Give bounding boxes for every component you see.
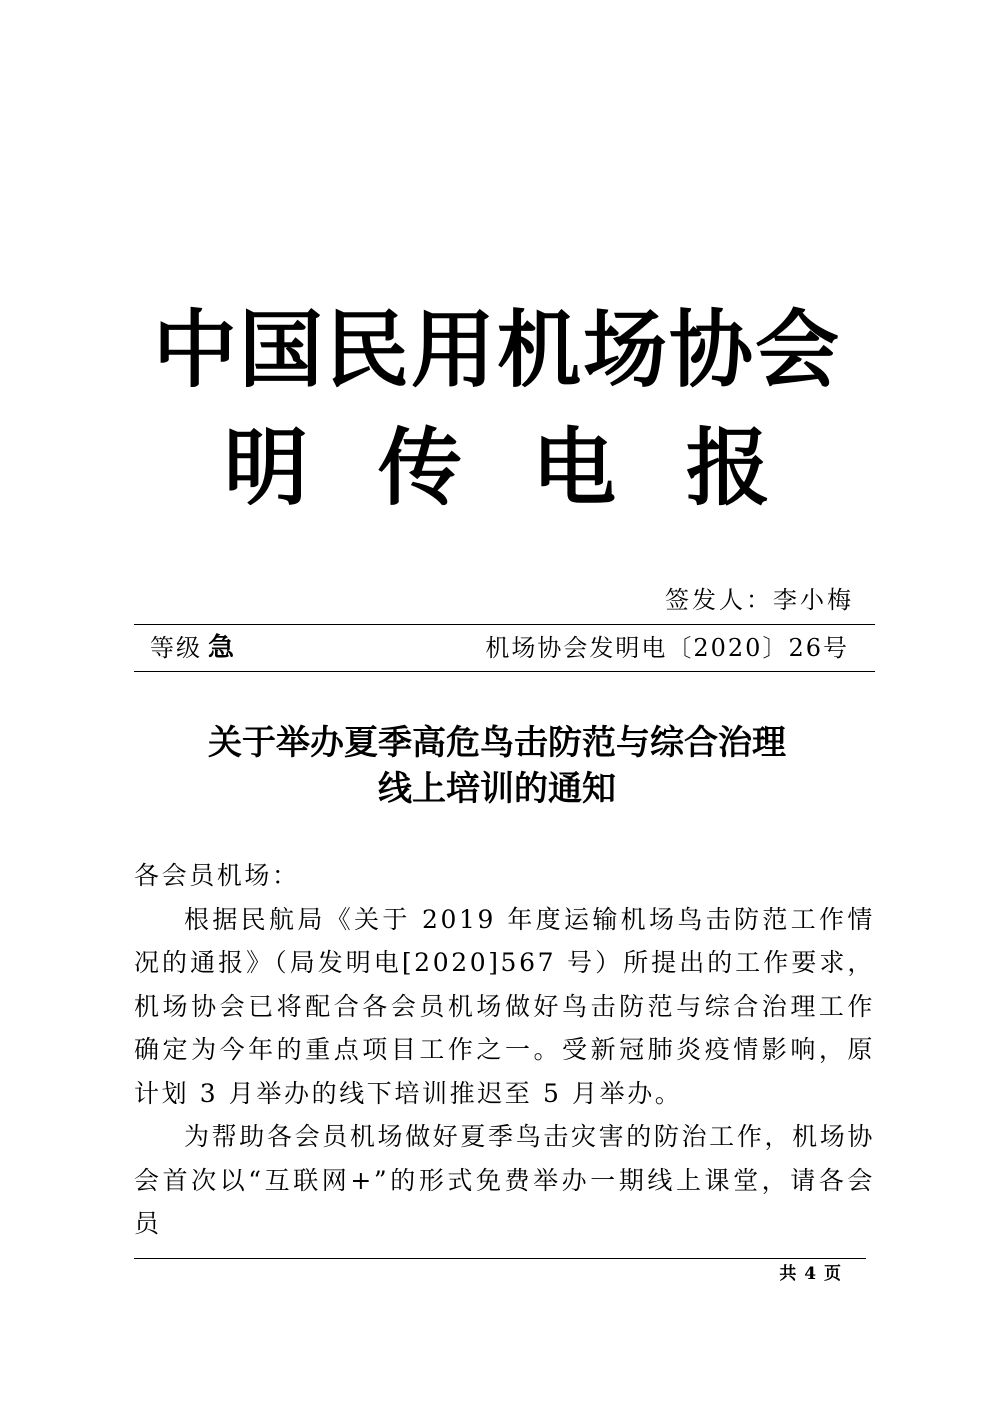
organization-title: 中国民用机场协会 [152, 300, 841, 399]
notice-title-line-2: 线上培训的通知 [378, 769, 616, 809]
body-paragraph: 为帮助各会员机场做好夏季鸟击灾害的防治工作，机场协会首次以“互联网+”的形式免费举办一期线上课堂，请各会员 [134, 1122, 875, 1238]
bottom-divider [134, 671, 875, 672]
urgency-level-label: 等级 [150, 634, 202, 662]
body-paragraph: 根据民航局《关于 2019 年度运输机场鸟击防范工作情况的通报》（局发明电[2020]567 号）所提出的工作要求，机场协会已将配合各会员机场做好鸟击防范与综合治理工作确定为今年的重点项目工作之一。受新冠肺炎疫情影响，原计划 3 月举办的线下培训推迟至 5 月举办。 [134, 904, 875, 1108]
document-number: 机场协会发明电〔2020〕26号 [485, 634, 849, 662]
signer: 签发人：李小梅 [665, 586, 854, 614]
salutation: 各会员机场： [134, 861, 300, 890]
page-count: 共 4 页 [779, 1264, 842, 1284]
footer-divider [134, 1258, 866, 1259]
urgency-level-value: 急 [208, 633, 237, 663]
meta-row [134, 624, 875, 671]
notice-title [0, 720, 994, 812]
document-type-title: 明传电报 [223, 418, 840, 517]
notice-body [134, 854, 875, 1246]
notice-title-line-1: 关于举办夏季高危鸟击防范与综合治理 [208, 723, 786, 763]
urgency-level [150, 632, 236, 664]
